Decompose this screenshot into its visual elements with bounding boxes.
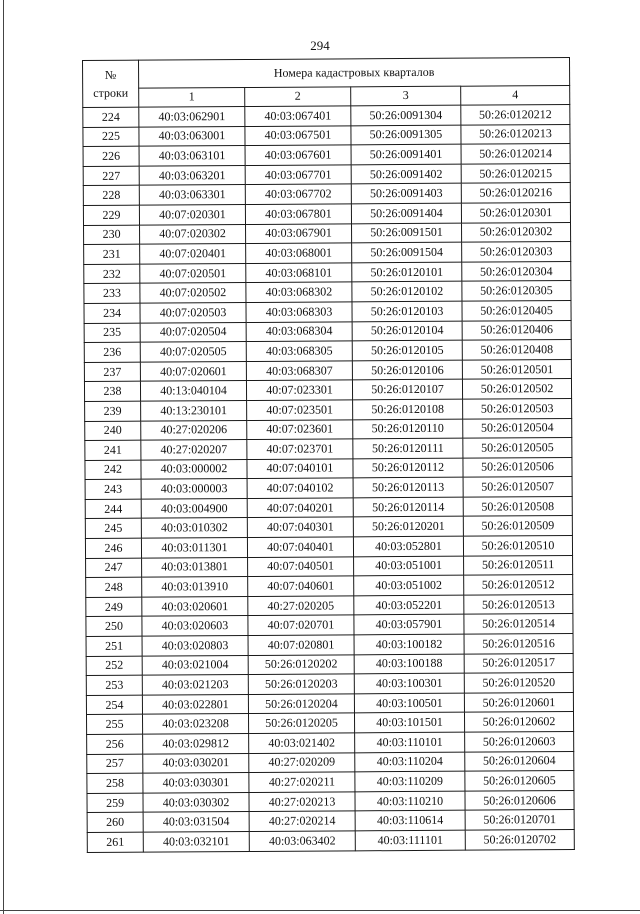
cadastral-cell-col3: 50:26:0120110 xyxy=(353,419,463,439)
cadastral-cell-col3: 50:26:0091304 xyxy=(351,105,461,125)
cadastral-cell-col3: 40:03:101501 xyxy=(354,713,464,733)
row-number-cell: 243 xyxy=(85,479,141,499)
row-number-cell: 246 xyxy=(85,538,141,558)
cadastral-cell-col3: 50:26:0091402 xyxy=(351,164,461,184)
cadastral-cell-col1: 40:07:020302 xyxy=(140,224,246,244)
row-number-cell: 226 xyxy=(83,146,139,166)
column-header-3: 3 xyxy=(351,86,461,106)
row-number-cell: 257 xyxy=(87,754,143,774)
cadastral-cell-col2: 50:26:0120202 xyxy=(248,654,354,674)
cadastral-cell-col1: 40:03:021004 xyxy=(142,655,248,675)
cadastral-cell-col4: 50:26:0120504 xyxy=(463,418,572,438)
cadastral-cell-col2: 50:26:0120205 xyxy=(248,713,354,733)
cadastral-cell-col3: 50:26:0091403 xyxy=(351,184,461,204)
cadastral-cell-col3: 50:26:0120102 xyxy=(352,282,462,302)
cadastral-cell-col2: 50:26:0120203 xyxy=(248,674,354,694)
cadastral-cell-col3: 50:26:0120111 xyxy=(353,438,463,458)
cadastral-cell-col4: 50:26:0120514 xyxy=(464,614,573,634)
cadastral-cell-col2: 40:07:023501 xyxy=(247,400,353,420)
cadastral-cell-col4: 50:26:0120508 xyxy=(463,496,572,516)
cadastral-cell-col2: 50:26:0120204 xyxy=(248,694,354,714)
cadastral-cell-col1: 40:03:011301 xyxy=(141,538,247,558)
cadastral-cell-col1: 40:03:020601 xyxy=(142,596,248,616)
scan-edge-left xyxy=(3,0,4,914)
cadastral-cell-col2: 40:27:020211 xyxy=(249,772,355,792)
cadastral-cell-col1: 40:03:031504 xyxy=(143,812,249,832)
cadastral-cell-col1: 40:03:062901 xyxy=(139,107,245,127)
cadastral-cell-col2: 40:03:068307 xyxy=(246,361,352,381)
cadastral-cell-col1: 40:07:020505 xyxy=(140,342,246,362)
row-number-cell: 247 xyxy=(86,558,142,578)
row-number-cell: 234 xyxy=(84,303,140,323)
cadastral-cell-col4: 50:26:0120214 xyxy=(461,144,570,164)
cadastral-cell-col1: 40:03:023208 xyxy=(142,714,248,734)
cadastral-cell-col4: 50:26:0120216 xyxy=(461,183,570,203)
cadastral-cell-col4: 50:26:0120606 xyxy=(465,790,574,810)
row-number-cell: 232 xyxy=(84,264,140,284)
cadastral-cell-col4: 50:26:0120603 xyxy=(465,732,574,752)
cadastral-cell-col3: 50:26:0091401 xyxy=(351,144,461,164)
cadastral-cell-col1: 40:03:022801 xyxy=(142,694,248,714)
cadastral-cell-col2: 40:27:020213 xyxy=(249,792,355,812)
cadastral-cell-col4: 50:26:0120513 xyxy=(464,594,573,614)
cadastral-cell-col2: 40:07:023601 xyxy=(247,419,353,439)
cadastral-cell-col1: 40:03:013910 xyxy=(142,577,248,597)
cadastral-cell-col2: 40:03:067901 xyxy=(246,223,352,243)
cadastral-cell-col3: 40:03:110614 xyxy=(355,811,465,831)
cadastral-cell-col3: 40:03:051001 xyxy=(354,556,464,576)
row-number-cell: 242 xyxy=(85,460,141,480)
cadastral-cell-col3: 40:03:100501 xyxy=(354,693,464,713)
row-number-cell: 255 xyxy=(87,715,143,735)
cadastral-cell-col3: 50:26:0120106 xyxy=(352,360,462,380)
cadastral-cell-col3: 40:03:111101 xyxy=(355,830,465,850)
cadastral-cell-col3: 40:03:100188 xyxy=(354,654,464,674)
cadastral-cell-col3: 40:03:052801 xyxy=(353,536,463,556)
cadastral-cell-col1: 40:03:030301 xyxy=(143,773,249,793)
cadastral-cell-col4: 50:26:0120301 xyxy=(461,202,570,222)
table-row xyxy=(87,829,574,852)
cadastral-table-wrapper xyxy=(82,57,574,853)
cadastral-cell-col2: 40:07:023301 xyxy=(246,380,352,400)
cadastral-cell-col4: 50:26:0120517 xyxy=(464,653,573,673)
row-number-cell: 256 xyxy=(87,734,143,754)
cadastral-cell-col4: 50:26:0120520 xyxy=(464,673,573,693)
cadastral-cell-col2: 40:07:040201 xyxy=(247,498,353,518)
row-number-cell: 236 xyxy=(84,342,140,362)
cadastral-cell-col4: 50:26:0120604 xyxy=(465,751,574,771)
cadastral-cell-col4: 50:26:0120304 xyxy=(462,261,571,281)
cadastral-cell-col4: 50:26:0120405 xyxy=(462,300,571,320)
cadastral-cell-col2: 40:03:067501 xyxy=(245,125,351,145)
row-number-cell: 230 xyxy=(84,225,140,245)
row-number-cell: 248 xyxy=(86,577,142,597)
cadastral-cell-col2: 40:27:020209 xyxy=(249,752,355,772)
cadastral-cell-col1: 40:03:063201 xyxy=(139,165,245,185)
cadastral-cell-col2: 40:03:067601 xyxy=(245,145,351,165)
cadastral-cell-col3: 40:03:057901 xyxy=(354,615,464,635)
cadastral-cell-col4: 50:26:0120512 xyxy=(464,575,573,595)
cadastral-cell-col2: 40:07:040501 xyxy=(248,557,354,577)
page-number: 294 xyxy=(310,38,330,53)
row-number-cell: 240 xyxy=(85,421,141,441)
row-number-cell: 245 xyxy=(85,519,141,539)
cadastral-cell-col3: 50:26:0091504 xyxy=(352,242,462,262)
cadastral-cell-col3: 40:03:100182 xyxy=(354,634,464,654)
cadastral-cell-col4: 50:26:0120506 xyxy=(463,457,572,477)
row-number-cell: 261 xyxy=(87,832,143,852)
cadastral-cell-col3: 50:26:0120112 xyxy=(353,458,463,478)
cadastral-cell-col2: 40:07:040401 xyxy=(247,537,353,557)
cadastral-cell-col2: 40:03:068305 xyxy=(246,341,352,361)
cadastral-cell-col1: 40:13:230101 xyxy=(141,400,247,420)
cadastral-cell-col4: 50:26:0120212 xyxy=(461,105,570,125)
cadastral-cell-col2: 40:07:023701 xyxy=(247,439,353,459)
cadastral-cell-col4: 50:26:0120213 xyxy=(461,124,570,144)
cadastral-cell-col3: 50:26:0120108 xyxy=(353,399,463,419)
table-body xyxy=(83,105,575,853)
cadastral-cell-col2: 40:03:068302 xyxy=(246,282,352,302)
cadastral-cell-col1: 40:07:020401 xyxy=(140,244,246,264)
cadastral-cell-col4: 50:26:0120702 xyxy=(465,829,574,849)
cadastral-quarters-table xyxy=(82,57,575,853)
cadastral-cell-col1: 40:27:020206 xyxy=(141,420,247,440)
cadastral-cell-col2: 40:03:067702 xyxy=(245,184,351,204)
column-header-4: 4 xyxy=(461,85,570,105)
row-number-header-symbol: № xyxy=(104,67,117,82)
row-number-cell: 260 xyxy=(87,813,143,833)
row-number-cell: 228 xyxy=(83,186,139,206)
cadastral-cell-col2: 40:03:021402 xyxy=(249,733,355,753)
cadastral-cell-col2: 40:07:040102 xyxy=(247,478,353,498)
row-number-cell: 225 xyxy=(83,127,139,147)
cadastral-cell-col4: 50:26:0120510 xyxy=(463,536,572,556)
cadastral-cell-col4: 50:26:0120303 xyxy=(462,242,571,262)
cadastral-cell-col1: 40:07:020503 xyxy=(140,302,246,322)
cadastral-cell-col4: 50:26:0120602 xyxy=(464,712,573,732)
cadastral-cell-col1: 40:03:029812 xyxy=(143,733,249,753)
cadastral-cell-col4: 50:26:0120302 xyxy=(462,222,571,242)
cadastral-cell-col3: 50:26:0091305 xyxy=(351,125,461,145)
cadastral-cell-col4: 50:26:0120408 xyxy=(462,340,571,360)
row-number-cell: 229 xyxy=(83,205,139,225)
cadastral-cell-col1: 40:03:010302 xyxy=(141,518,247,538)
cadastral-cell-col3: 50:26:0120105 xyxy=(352,340,462,360)
cadastral-cell-col2: 40:03:063402 xyxy=(249,831,355,851)
cadastral-cell-col1: 40:03:063101 xyxy=(139,146,245,166)
row-number-cell: 239 xyxy=(85,401,141,421)
cadastral-cell-col4: 50:26:0120305 xyxy=(462,281,571,301)
cadastral-cell-col3: 40:03:051002 xyxy=(354,575,464,595)
cadastral-cell-col2: 40:07:020801 xyxy=(248,635,354,655)
cadastral-cell-col3: 50:26:0120101 xyxy=(352,262,462,282)
cadastral-cell-col3: 40:03:052201 xyxy=(354,595,464,615)
cadastral-cell-col3: 40:03:110204 xyxy=(355,752,465,772)
column-header-1: 1 xyxy=(139,87,245,107)
cadastral-cell-col1: 40:07:020502 xyxy=(140,283,246,303)
cadastral-cell-col2: 40:03:068304 xyxy=(246,321,352,341)
cadastral-cell-col4: 50:26:0120215 xyxy=(461,163,570,183)
cadastral-cell-col2: 40:03:068303 xyxy=(246,302,352,322)
row-number-cell: 259 xyxy=(87,793,143,813)
cadastral-cell-col1: 40:03:020803 xyxy=(142,636,248,656)
cadastral-cell-col4: 50:26:0120507 xyxy=(463,477,572,497)
cadastral-cell-col1: 40:07:020504 xyxy=(140,322,246,342)
cadastral-cell-col1: 40:07:020301 xyxy=(139,204,245,224)
row-number-cell: 238 xyxy=(84,381,140,401)
cadastral-cell-col1: 40:27:020207 xyxy=(141,440,247,460)
cadastral-cell-col1: 40:03:000003 xyxy=(141,479,247,499)
cadastral-cell-col4: 50:26:0120605 xyxy=(465,771,574,791)
cadastral-cell-col4: 50:26:0120511 xyxy=(464,555,573,575)
cadastral-cell-col4: 50:26:0120601 xyxy=(464,692,573,712)
cadastral-cell-col2: 40:03:067701 xyxy=(245,165,351,185)
cadastral-cell-col1: 40:13:040104 xyxy=(140,381,246,401)
cadastral-cell-col1: 40:03:063301 xyxy=(139,185,245,205)
row-number-cell: 258 xyxy=(87,773,143,793)
cadastral-cell-col3: 50:26:0091404 xyxy=(351,203,461,223)
cadastral-cell-col4: 50:26:0120406 xyxy=(462,320,571,340)
row-number-cell: 233 xyxy=(84,283,140,303)
cadastral-cell-col3: 50:26:0120113 xyxy=(353,477,463,497)
cadastral-cell-col2: 40:27:020214 xyxy=(249,811,355,831)
cadastral-cell-col2: 40:07:020701 xyxy=(248,615,354,635)
cadastral-cell-col4: 50:26:0120503 xyxy=(463,398,572,418)
cadastral-cell-col2: 40:07:040101 xyxy=(247,459,353,479)
row-number-cell: 249 xyxy=(86,597,142,617)
row-number-cell: 237 xyxy=(84,362,140,382)
cadastral-cell-col3: 40:03:100301 xyxy=(354,673,464,693)
cadastral-cell-col1: 40:03:004900 xyxy=(141,498,247,518)
cadastral-cell-col4: 50:26:0120501 xyxy=(462,359,571,379)
cadastral-cell-col2: 40:03:067401 xyxy=(245,106,351,126)
cadastral-cell-col4: 50:26:0120509 xyxy=(463,516,572,536)
cadastral-cell-col4: 50:26:0120505 xyxy=(463,438,572,458)
table-header xyxy=(83,58,570,108)
cadastral-cell-col2: 40:03:068101 xyxy=(246,263,352,283)
row-number-cell: 231 xyxy=(84,244,140,264)
cadastral-cell-col3: 50:26:0120114 xyxy=(353,497,463,517)
cadastral-cell-col1: 40:03:013801 xyxy=(142,557,248,577)
cadastral-cell-col2: 40:03:067801 xyxy=(245,204,351,224)
cadastral-cell-col1: 40:03:021203 xyxy=(142,675,248,695)
row-number-header xyxy=(83,60,139,107)
row-number-cell: 253 xyxy=(86,675,142,695)
cadastral-cell-col4: 50:26:0120502 xyxy=(462,379,571,399)
row-number-cell: 250 xyxy=(86,617,142,637)
cadastral-cell-col2: 40:27:020205 xyxy=(248,596,354,616)
row-number-cell: 241 xyxy=(85,440,141,460)
cadastral-cell-col3: 50:26:0091501 xyxy=(352,223,462,243)
cadastral-cell-col1: 40:03:063001 xyxy=(139,126,245,146)
cadastral-cell-col1: 40:03:030201 xyxy=(143,753,249,773)
row-number-cell: 251 xyxy=(86,636,142,656)
scan-edge-bottom xyxy=(0,910,640,911)
cadastral-group-header: Номера кадастровых кварталов xyxy=(139,58,570,88)
cadastral-cell-col3: 50:26:0120201 xyxy=(353,517,463,537)
cadastral-cell-col3: 40:03:110101 xyxy=(355,732,465,752)
cadastral-cell-col2: 40:03:068001 xyxy=(246,243,352,263)
cadastral-cell-col1: 40:03:020603 xyxy=(142,616,248,636)
cadastral-cell-col1: 40:03:030302 xyxy=(143,792,249,812)
column-header-2: 2 xyxy=(245,86,351,106)
cadastral-cell-col3: 40:03:110209 xyxy=(355,771,465,791)
row-number-cell: 235 xyxy=(84,323,140,343)
cadastral-cell-col2: 40:07:040601 xyxy=(248,576,354,596)
cadastral-cell-col4: 50:26:0120516 xyxy=(464,634,573,654)
cadastral-cell-col2: 40:07:040301 xyxy=(247,517,353,537)
cadastral-cell-col3: 50:26:0120107 xyxy=(352,379,462,399)
cadastral-cell-col3: 50:26:0120104 xyxy=(352,321,462,341)
row-number-cell: 244 xyxy=(85,499,141,519)
row-number-cell: 254 xyxy=(86,695,142,715)
row-number-cell: 252 xyxy=(86,656,142,676)
row-number-cell: 224 xyxy=(83,107,139,127)
row-number-cell: 227 xyxy=(83,166,139,186)
cadastral-cell-col1: 40:07:020601 xyxy=(140,361,246,381)
cadastral-cell-col3: 50:26:0120103 xyxy=(352,301,462,321)
cadastral-cell-col3: 40:03:110210 xyxy=(355,791,465,811)
row-number-header-word: строки xyxy=(93,85,129,100)
cadastral-cell-col1: 40:03:032101 xyxy=(143,831,249,851)
cadastral-cell-col4: 50:26:0120701 xyxy=(465,810,574,830)
cadastral-cell-col1: 40:03:000002 xyxy=(141,459,247,479)
cadastral-cell-col1: 40:07:020501 xyxy=(140,263,246,283)
